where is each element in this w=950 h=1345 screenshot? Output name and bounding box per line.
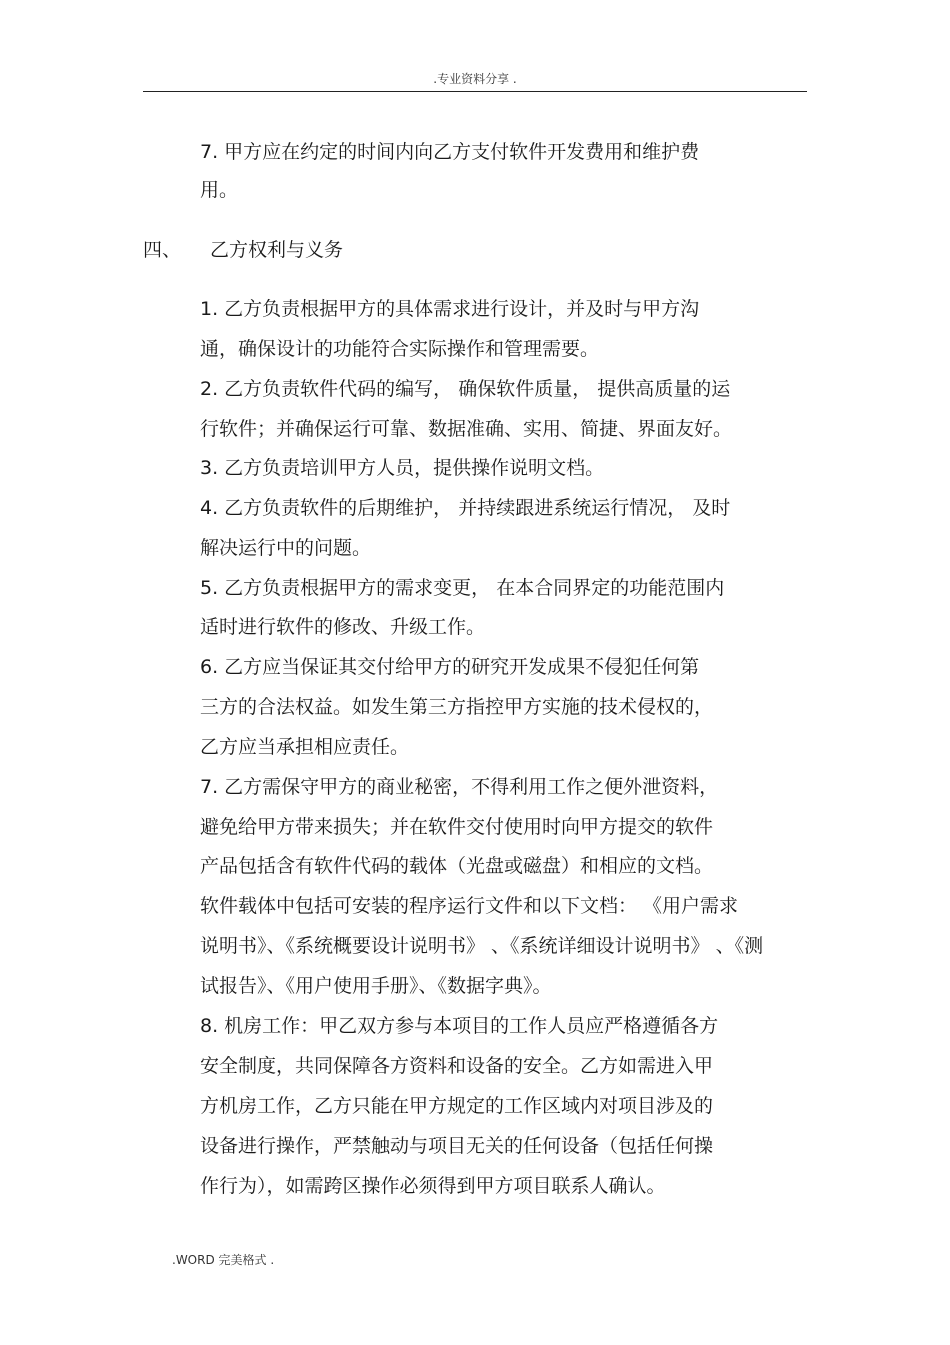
clause-line: 6. 乙方应当保证其交付给甲方的研究开发成果不侵犯任何第 [200, 656, 700, 678]
clause-line: 7. 甲方应在约定的时间内向乙方支付软件开发费用和维护费 [200, 141, 700, 163]
clause-line: 说明书》、《系统概要设计说明书》 、《系统详细设计说明书》 、《测 [200, 935, 764, 957]
clause-line: 用。 [200, 179, 239, 201]
clause-line: 解决运行中的问题。 [200, 537, 372, 559]
clause-line: 设备进行操作，严禁触动与项目无关的任何设备（包括任何操 [200, 1135, 714, 1157]
clause-line: 三方的合法权益。如发生第三方指控甲方实施的技术侵权的， [200, 696, 714, 718]
page-footer: .WORD 完美格式 . [172, 1253, 275, 1267]
section-number: 四、 [143, 239, 182, 261]
clause-line: 安全制度，共同保障各方资料和设备的安全。乙方如需进入甲 [200, 1055, 714, 1077]
clause-line: 试报告》、《用户使用手册》、《数据字典》。 [200, 975, 552, 997]
clause-line: 适时进行软件的修改、升级工作。 [200, 616, 486, 638]
section-title: 乙方权利与义务 [210, 239, 344, 261]
clause-line: 4. 乙方负责软件的后期维护， 并持续跟进系统运行情况， 及时 [200, 497, 731, 519]
clause-line: 3. 乙方负责培训甲方人员，提供操作说明文档。 [200, 457, 605, 479]
clause-line: 行软件；并确保运行可靠、数据准确、实用、简捷、界面友好。 [200, 418, 733, 440]
clause-line: 方机房工作，乙方只能在甲方规定的工作区域内对项目涉及的 [200, 1095, 714, 1117]
header-rule [143, 91, 807, 92]
clause-line: 通，确保设计的功能符合实际操作和管理需要。 [200, 338, 600, 360]
clause-line: 软件载体中包括可安装的程序运行文件和以下文档： 《用户需求 [200, 895, 739, 917]
clause-line: 1. 乙方负责根据甲方的具体需求进行设计，并及时与甲方沟 [200, 298, 700, 320]
page-header: .专业资料分享 . [433, 72, 517, 86]
clause-line: 避免给甲方带来损失；并在软件交付使用时向甲方提交的软件 [200, 816, 714, 838]
clause-line: 乙方应当承担相应责任。 [200, 736, 410, 758]
clause-line: 5. 乙方负责根据甲方的需求变更， 在本合同界定的功能范围内 [200, 577, 725, 599]
clause-line: 作行为），如需跨区操作必须得到甲方项目联系人确认。 [200, 1175, 666, 1197]
clause-line: 8. 机房工作：甲乙双方参与本项目的工作人员应严格遵循各方 [200, 1015, 719, 1037]
clause-line: 7. 乙方需保守甲方的商业秘密，不得利用工作之便外泄资料， [200, 776, 719, 798]
clause-line: 产品包括含有软件代码的载体（光盘或磁盘）和相应的文档。 [200, 855, 714, 877]
clause-line: 2. 乙方负责软件代码的编写， 确保软件质量， 提供高质量的运 [200, 378, 731, 400]
